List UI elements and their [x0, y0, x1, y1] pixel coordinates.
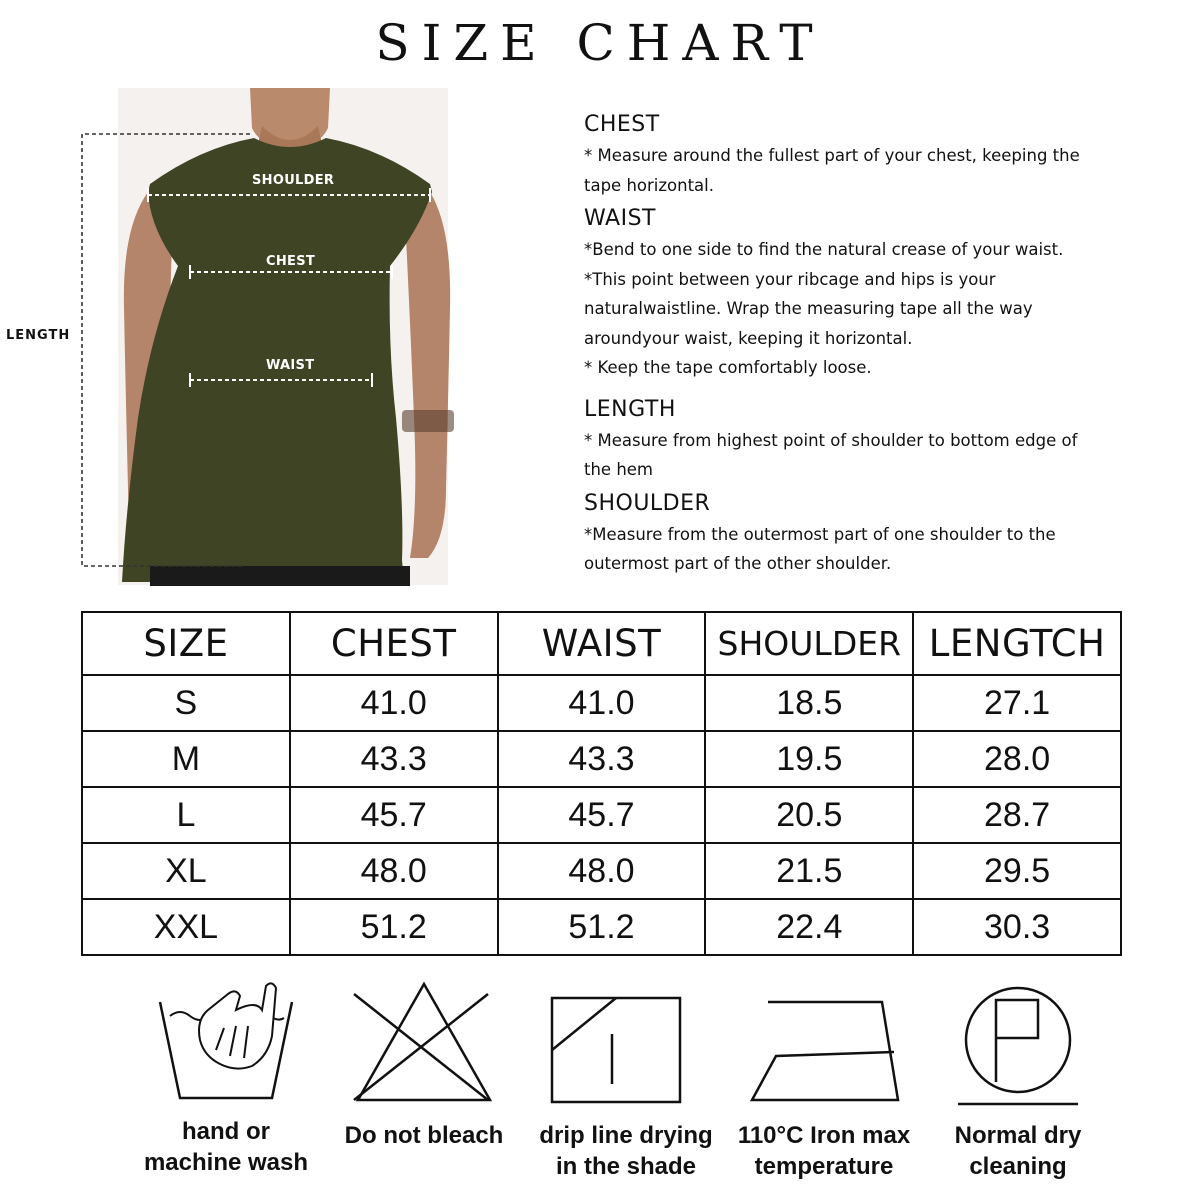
no-bleach-icon: [314, 980, 534, 1110]
care-label: [908, 1120, 1128, 1182]
table-cell: 21.5: [705, 843, 913, 899]
care-label-line: Do not bleach: [344, 1122, 504, 1149]
table-cell: XL: [82, 843, 290, 899]
table-cell: M: [82, 731, 290, 787]
instruction-line: outermost part of the other shoulder.: [584, 554, 892, 573]
table-row: [82, 899, 1121, 955]
care-drip-dry: [516, 980, 736, 1200]
measurement-figure: [0, 88, 460, 588]
shoulder-instruction: [584, 491, 1184, 579]
table-cell: 27.1: [913, 675, 1121, 731]
instruction-line: naturalwaistline. Wrap the measuring tape all the way: [584, 299, 1033, 318]
instruction-heading: WAIST: [584, 206, 656, 231]
table-header-row: [82, 612, 1121, 675]
instruction-line: the hem: [584, 460, 654, 479]
instruction-line: * Measure from highest point of shoulder to bottom edge of: [584, 430, 1078, 450]
care-label-line: Normal dry: [954, 1122, 1082, 1149]
table-cell: 45.7: [498, 787, 706, 843]
column-header: LENGTCH: [913, 612, 1121, 675]
instruction-line: * Measure around the fullest part of your chest, keeping the: [584, 146, 1080, 165]
column-header: WAIST: [498, 612, 706, 675]
table-cell: 28.0: [913, 731, 1121, 787]
table-row: [82, 731, 1121, 787]
table-cell: 48.0: [498, 843, 706, 899]
care-label: [116, 1116, 336, 1178]
shoulder-label: SHOULDER: [252, 173, 335, 188]
table-cell: 51.2: [290, 899, 498, 955]
care-label-line: drip line drying: [539, 1122, 713, 1149]
table-row: [82, 843, 1121, 899]
column-header: CHEST: [290, 612, 498, 675]
table-cell: 45.7: [290, 787, 498, 843]
table-cell: S: [82, 675, 290, 731]
iron-icon: [714, 980, 934, 1110]
table-cell: 43.3: [498, 731, 706, 787]
drip-dry-shade-icon: [516, 980, 736, 1110]
care-no-bleach: [314, 980, 534, 1200]
care-label-line: temperature: [754, 1153, 894, 1180]
care-label: [314, 1120, 534, 1151]
table-cell: 41.0: [498, 675, 706, 731]
instruction-line: *This point between your ribcage and hips is your: [584, 269, 996, 289]
waist-label: WAIST: [266, 358, 315, 373]
care-label-line: machine wash: [143, 1149, 309, 1176]
table-cell: 28.7: [913, 787, 1121, 843]
table-cell: 48.0: [290, 843, 498, 899]
table-cell: 20.5: [705, 787, 913, 843]
table-cell: 29.5: [913, 843, 1121, 899]
measurement-instructions: [584, 112, 1184, 585]
table-row: [82, 675, 1121, 731]
column-header: SIZE: [82, 612, 290, 675]
length-instruction: [584, 397, 1184, 485]
table-cell: 41.0: [290, 675, 498, 731]
care-label: [516, 1120, 736, 1182]
instruction-line: *Bend to one side to find the natural crease of your waist.: [584, 240, 1064, 259]
care-label-line: hand or: [182, 1118, 270, 1145]
table-cell: XXL: [82, 899, 290, 955]
care-label-line: cleaning: [969, 1153, 1067, 1180]
chest-instruction: [584, 112, 1184, 200]
table-cell: L: [82, 787, 290, 843]
instruction-line: * Keep the tape comfortably loose.: [584, 358, 872, 377]
table-cell: 18.5: [705, 675, 913, 731]
care-hand-wash: [116, 980, 336, 1200]
instruction-heading: LENGTH: [584, 396, 676, 422]
care-label: [714, 1120, 934, 1182]
care-dry-clean: [908, 980, 1128, 1200]
table-cell: 22.4: [705, 899, 913, 955]
size-table: [81, 611, 1122, 956]
instruction-heading: CHEST: [584, 112, 660, 137]
instruction-heading: SHOULDER: [584, 490, 711, 516]
table-cell: 51.2: [498, 899, 706, 955]
instruction-line: aroundyour waist, keeping it horizontal.: [584, 328, 913, 348]
care-instructions: [0, 980, 1200, 1200]
hand-wash-icon: [116, 980, 336, 1110]
table-row: [82, 787, 1121, 843]
length-label: LENGTH: [6, 328, 71, 343]
dry-clean-icon: [908, 980, 1128, 1110]
column-header: SHOULDER: [705, 612, 913, 675]
instruction-line: *Measure from the outermost part of one shoulder to the: [584, 524, 1056, 544]
table-cell: 19.5: [705, 731, 913, 787]
table-cell: 43.3: [290, 731, 498, 787]
page-title: SIZE CHART: [375, 14, 825, 72]
care-label-line: in the shade: [555, 1153, 697, 1180]
chest-label: CHEST: [266, 254, 316, 269]
care-label-line: 110°C Iron max: [737, 1122, 911, 1149]
table-cell: 30.3: [913, 899, 1121, 955]
waist-instruction: [584, 206, 1184, 383]
care-iron: [714, 980, 934, 1200]
instruction-line: tape horizontal.: [584, 175, 714, 195]
